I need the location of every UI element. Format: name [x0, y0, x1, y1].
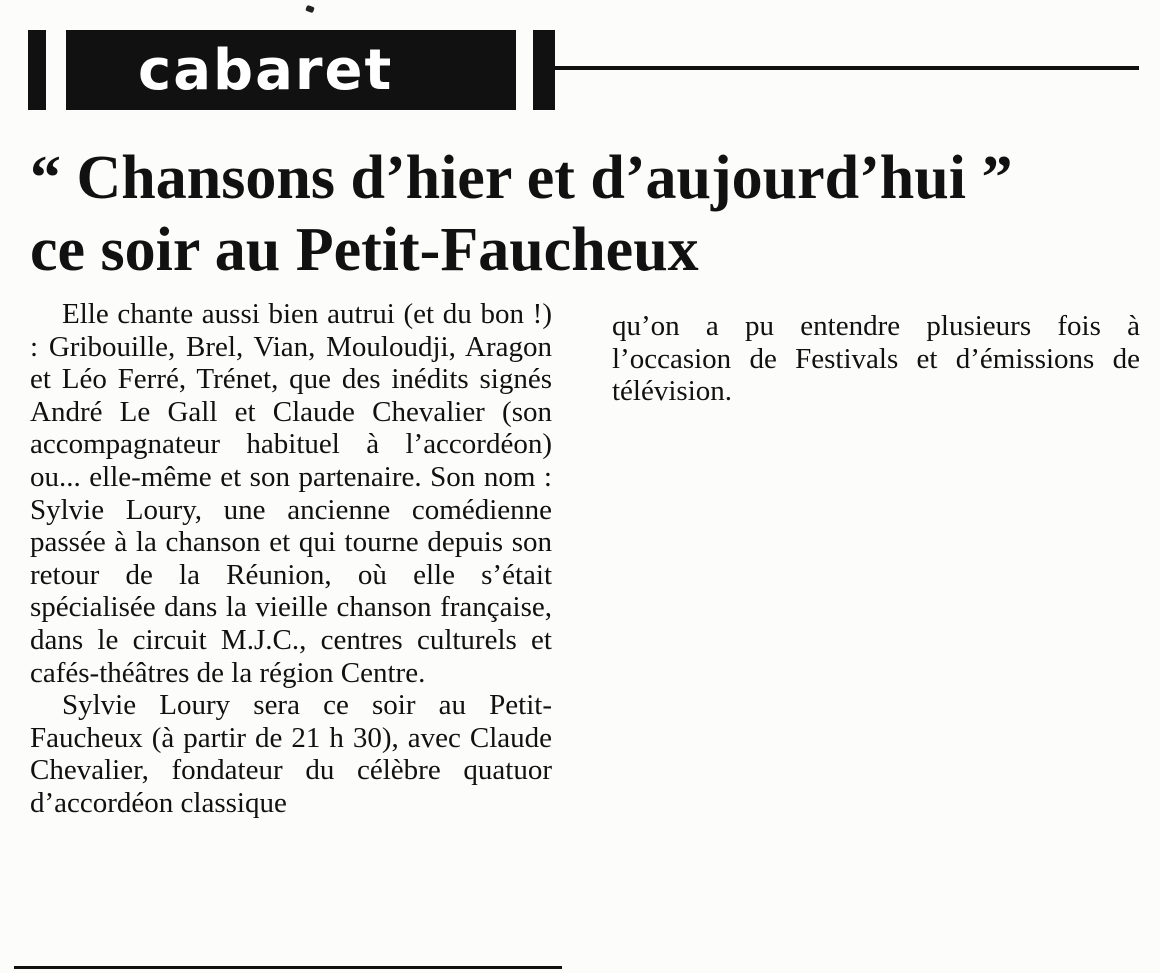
bottom-rule	[14, 966, 562, 969]
article-paragraph-2: Sylvie Loury sera ce soir au Petit-Faucheux (à partir de 21 h 30), avec Claude Chevalier, fondateur du célèbre quatuor d’accordéon classique	[30, 689, 552, 819]
article-column-left	[30, 298, 552, 820]
headline-line-2: ce soir au Petit-Faucheux	[30, 216, 699, 284]
rubric-left-bar	[28, 30, 46, 110]
rubric-label: cabaret	[138, 38, 394, 103]
headline	[30, 142, 1150, 286]
article-paragraph-1: Elle chante aussi bien autrui (et du bon !) : Gribouille, Brel, Vian, Mouloudji, Aragon et Léo Ferré, Trénet, que des inédits signés André Le Gall et Claude Chevalier (son accompagnateur habituel à l’accordéon) ou... elle-même et son partenaire. Son nom : Sylvie Loury, une ancienne comédienne passée à la chanson et qui tourne depuis son retour de la Réunion, où elle s’était spécialisée dans la vieille chanson française, dans le circuit M.J.C., centres culturels et cafés-théâtres de la région Centre.	[30, 298, 552, 689]
rubric-rule	[555, 66, 1139, 70]
article-continuation: qu’on a pu entendre plusieurs fois à l’occasion de Festivals et d’émissions de télévision.	[612, 310, 1140, 408]
article-column-right	[612, 310, 1140, 408]
ink-speck	[305, 5, 315, 13]
headline-line-1: “ Chansons d’hier et d’aujourd’hui ”	[30, 144, 1013, 212]
rubric-right-bar	[533, 30, 555, 110]
